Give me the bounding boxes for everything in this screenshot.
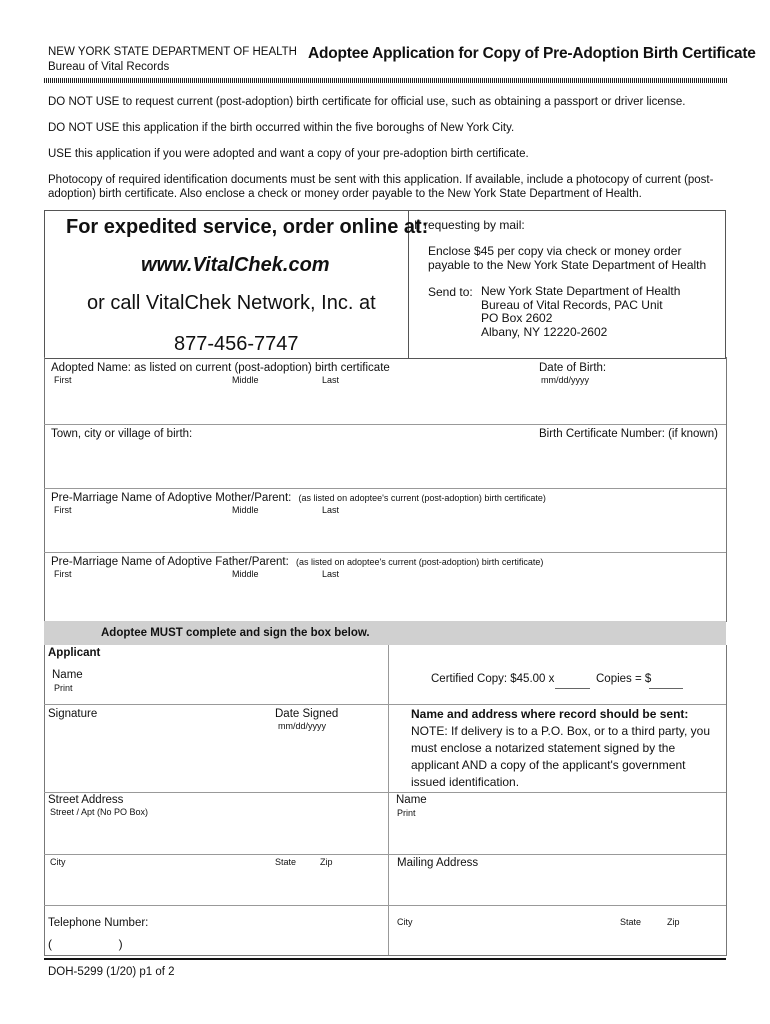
city-label: City bbox=[50, 857, 66, 867]
applicant-name-input[interactable] bbox=[100, 665, 384, 701]
father-label-text: Pre-Marriage Name of Adoptive Father/Parent: bbox=[51, 556, 289, 568]
agency-name: NEW YORK STATE DEPARTMENT OF HEALTH bbox=[48, 46, 297, 58]
last-label: Last bbox=[322, 569, 340, 579]
send-to-label: Send to: bbox=[428, 285, 473, 299]
address-line: Albany, NY 12220-2602 bbox=[481, 324, 608, 339]
middle-label: Middle bbox=[232, 569, 259, 579]
father-label bbox=[51, 556, 543, 568]
zip-label: Zip bbox=[320, 857, 333, 867]
online-heading: For expedited service, order online at: bbox=[66, 216, 429, 238]
dob-input[interactable] bbox=[535, 388, 723, 422]
state-label: State bbox=[275, 857, 297, 867]
address-line: Bureau of Vital Records, PAC Unit bbox=[481, 297, 663, 312]
signature-label: Signature bbox=[48, 708, 98, 720]
middle-label: Middle bbox=[232, 375, 259, 385]
certified-copy-label: Certified Copy: $45.00 x bbox=[431, 673, 555, 685]
copies-count-input[interactable] bbox=[555, 688, 590, 689]
father-note: (as listed on adoptee's current (post-adoption) birth certificate) bbox=[295, 557, 544, 567]
mother-note: (as listed on adoptee's current (post-adoption) birth certificate) bbox=[298, 493, 546, 503]
send-to-heading: Name and address where record should be sent: bbox=[411, 707, 689, 721]
mother-label-text: Pre-Marriage Name of Adoptive Mother/Parent: bbox=[51, 492, 292, 504]
instruction-3: USE this application if you were adopted and want a copy of your pre-adoption birth certificate. bbox=[48, 148, 529, 160]
last-label: Last bbox=[322, 505, 340, 515]
father-name-input[interactable] bbox=[46, 582, 723, 618]
date-signed-input[interactable] bbox=[275, 734, 385, 790]
recipient-name-label: Name bbox=[396, 794, 427, 806]
phone-number: 877-456-7747 bbox=[174, 333, 299, 355]
applicant-name-label: Name bbox=[52, 669, 83, 681]
copies-total-label: Copies = $ bbox=[596, 673, 652, 685]
first-label: First bbox=[54, 505, 72, 515]
vitalchek-link[interactable]: www.VitalChek.com bbox=[141, 254, 330, 276]
mother-label bbox=[51, 492, 546, 504]
mail-heading: If requesting by mail: bbox=[414, 218, 525, 232]
town-label: Town, city or village of birth: bbox=[51, 428, 193, 440]
recipient-city-label: City bbox=[397, 917, 413, 927]
mailing-address-input[interactable] bbox=[391, 872, 723, 903]
recipient-state-label: State bbox=[620, 917, 642, 927]
street-address-input[interactable] bbox=[46, 820, 386, 852]
middle-label: Middle bbox=[232, 505, 259, 515]
address-line: PO Box 2602 bbox=[481, 311, 553, 325]
date-signed-format: mm/dd/yyyy bbox=[278, 721, 327, 731]
adopted-name-input[interactable] bbox=[46, 388, 532, 422]
cert-number-label: Birth Certificate Number: (if known) bbox=[539, 428, 718, 440]
mother-name-input[interactable] bbox=[46, 518, 723, 550]
street-address-label: Street Address bbox=[48, 794, 124, 806]
mail-address bbox=[481, 285, 680, 339]
telephone-label: Telephone Number: bbox=[48, 917, 149, 929]
last-label: Last bbox=[322, 375, 340, 385]
instruction-1: DO NOT USE to request current (post-adoption) birth certificate for official use, such as obtaining a passport or driver license. bbox=[48, 96, 686, 108]
applicant-banner-text: Adoptee MUST complete and sign the box below. bbox=[101, 627, 370, 639]
form-title: Adoptee Application for Copy of Pre-Adoption Birth Certificate bbox=[308, 45, 756, 62]
header-rule bbox=[44, 78, 727, 83]
town-input[interactable] bbox=[46, 444, 532, 486]
street-address-note: Street / Apt (No PO Box) bbox=[50, 807, 149, 817]
address-line: New York State Department of Health bbox=[481, 284, 681, 298]
recipient-zip-label: Zip bbox=[667, 917, 680, 927]
recipient-print-label: Print bbox=[397, 808, 416, 818]
instruction-4: Photocopy of required identification documents must be sent with this application. If available, include a photocopy of current (post-adoption) birth certificate. Also enclose a check or money order payable to the New York State Department of Health. bbox=[48, 174, 714, 200]
telephone-input[interactable] bbox=[56, 934, 356, 952]
instruction-2: DO NOT USE this application if the birth occurred within the five boroughs of New York City. bbox=[48, 122, 515, 134]
recipient-name-input[interactable] bbox=[391, 820, 723, 852]
mail-enclose-text: Enclose $45 per copy via check or money order payable to the New York State Department of Health bbox=[428, 244, 707, 272]
copies-total-input[interactable] bbox=[649, 688, 683, 689]
print-label: Print bbox=[54, 683, 73, 693]
telephone-parens: ( ) bbox=[48, 937, 123, 951]
bureau-name: Bureau of Vital Records bbox=[48, 61, 170, 73]
city-state-zip-input[interactable] bbox=[46, 870, 386, 903]
recipient-city-state-zip-input[interactable] bbox=[391, 930, 723, 953]
dob-format: mm/dd/yyyy bbox=[541, 375, 590, 385]
applicant-heading: Applicant bbox=[48, 647, 101, 659]
footer-rule bbox=[44, 958, 726, 960]
mailing-address-label: Mailing Address bbox=[397, 857, 479, 869]
date-signed-label: Date Signed bbox=[275, 708, 339, 720]
cert-number-input[interactable] bbox=[535, 444, 723, 486]
first-label: First bbox=[54, 375, 72, 385]
dob-label: Date of Birth: bbox=[539, 362, 607, 374]
signature-input[interactable] bbox=[46, 724, 271, 790]
delivery-note: NOTE: If delivery is to a P.O. Box, or to a third party, you must enclose a notarized statement signed by the applicant AND a copy of the applicant's government issued identification. bbox=[411, 724, 711, 789]
first-label: First bbox=[54, 569, 72, 579]
call-text: or call VitalChek Network, Inc. at bbox=[87, 292, 376, 314]
form-id: DOH-5299 (1/20) p1 of 2 bbox=[48, 966, 175, 978]
adopted-name-label: Adopted Name: as listed on current (post-adoption) birth certificate bbox=[51, 362, 390, 374]
